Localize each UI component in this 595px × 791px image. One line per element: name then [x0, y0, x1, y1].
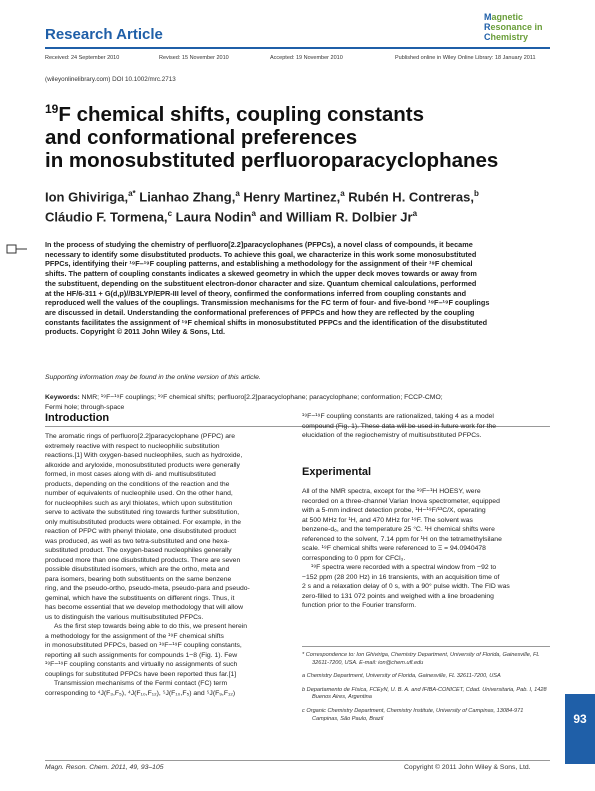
- title-superscript: 19: [45, 102, 59, 116]
- text-line: 2 s and a relaxation delay of 0 s, with a 90° pulse width. The FID was: [302, 583, 510, 590]
- text-line: possible disubstituted isomers, which are the ortho, meta and: [45, 566, 230, 573]
- paragraph: [45, 679, 292, 698]
- text-line: function prior to the Fourier transform.: [302, 602, 417, 609]
- text-line: products, depending on the conditions of the reaction and the: [45, 480, 230, 488]
- author-affiliation-mark: a: [412, 209, 418, 219]
- text-line: zero-filled to 131 072 points and weighed with a line broadening: [302, 592, 494, 600]
- author-name: Laura Nodin: [172, 209, 252, 225]
- keywords: [45, 393, 550, 412]
- text-line: compound (Fig. 1). These data will be used in future work for the: [302, 422, 497, 430]
- text-line: benzene-d₆, and the temperature 25 °C. ¹H chemical shifts were: [302, 526, 495, 533]
- author-affiliation-mark: a: [235, 189, 240, 198]
- text-line: ¹⁹F−¹⁹F coupling constants are rationalized, taking 4 as a model: [302, 413, 494, 420]
- text-line: reactions.[1] With oxygen-based nucleophiles, such as hydroxide,: [45, 452, 243, 459]
- author-line: [45, 205, 550, 225]
- text-line: scale. ¹⁹F chemical shifts were referenced to Ξ = 94.0940478: [302, 545, 486, 552]
- text-line: Transmission mechanisms of the Fermi contact (FC) term: [54, 680, 228, 687]
- text-line: us to distinguish the various multisubstituted PFPCs.: [45, 613, 204, 621]
- supporting-info-note: Supporting information may be found in the online version of this article.: [45, 374, 261, 381]
- title-line: and conformational preferences: [45, 125, 358, 149]
- footer-divider: [45, 760, 550, 761]
- paragraph: [45, 432, 292, 622]
- abstract-line: shifts. The pattern of coupling constants indicates a skewed geometry in which the upper deck moves towards or away from: [45, 269, 477, 279]
- author-name: Cláudio F. Tormena,: [45, 209, 168, 225]
- paragraph: [45, 622, 292, 679]
- logo-text: hemistry: [490, 32, 529, 42]
- abstract-line: necessary to identify some disubstituted products. To achieve this goal, we characterize in this work some monosubstituted: [45, 249, 477, 259]
- title-line: in monosubstituted perfluoroparacyclophanes: [45, 148, 499, 172]
- footnote-divider: [302, 646, 550, 647]
- experimental-heading: Experimental: [302, 466, 372, 478]
- doi-link[interactable]: (wileyonlinelibrary.com) DOI 10.1002/mrc.2713: [45, 76, 176, 83]
- footnote: c Organic Chemistry Department, Chemistry Institute, University of Campinas, 13084-971 Campinas, São Paulo, Brazil: [302, 707, 524, 722]
- paragraph: [302, 563, 550, 611]
- author-name: Rubén H. Contreras,: [344, 189, 474, 205]
- revised-date: Revised: 15 November 2010: [159, 55, 229, 61]
- text-line: extremely reactive with respect to nucleophilic substitution: [45, 442, 220, 450]
- abstract-line: are discussed in detail. Understanding the conformational preferences of PFPCs and how they are reflected by the coupling: [45, 307, 475, 317]
- text-line: alkoxide and aryloxide, monosubstituted products were generally: [45, 461, 240, 469]
- text-line: serve to activate the substituted ring towards further substitution,: [45, 509, 240, 516]
- text-line: referenced to the solvent, 7.14 ppm for ¹H on the tetramethylsilane: [302, 535, 502, 543]
- footnote: a Chemistry Department, University of Florida, Gainesville, FL 32611-7200, USA: [302, 673, 501, 680]
- author-line: [45, 185, 550, 205]
- text-line: in monosubstituted PFPCs, based on ¹⁹F−¹⁹F coupling constants,: [45, 642, 242, 649]
- author-affiliation-mark: a: [251, 209, 256, 219]
- text-line: number of equivalents of nucleophile used. On the other hand,: [45, 490, 233, 497]
- author-name: Henry Martinez,: [239, 189, 341, 205]
- text-line: corresponding to ⁴J(F₃,F₅), ⁴J(F₁₀,F₁₂), ⁵J(F₁₀,F₅) and ⁵J(F₉,F₁₂): [45, 689, 236, 697]
- logo-text: agnetic: [491, 12, 524, 22]
- text-line: only multisubstituted products were obtained. For example, in the: [45, 518, 242, 526]
- author-affiliation-mark: a: [340, 189, 345, 198]
- abstract: [45, 240, 550, 337]
- page-number: 93: [573, 712, 587, 726]
- header-rule: [45, 47, 550, 49]
- author-name: Lianhao Zhang,: [135, 189, 236, 205]
- journal-citation: Magn. Reson. Chem. 2011, 49, 93–105: [45, 764, 164, 771]
- abstract-line: products. Copyright © 2011 John Wiley & Sons, Ltd.: [45, 327, 226, 337]
- text-line: para isomers, bearing both substituents on the same benzene: [45, 575, 232, 583]
- paragraph: [302, 487, 550, 563]
- footnotes: [302, 652, 550, 729]
- experimental-body: [302, 487, 550, 611]
- logo-cap: C: [484, 32, 491, 42]
- text-line: formed, in most cases along with di- and multisubstituted: [45, 471, 216, 478]
- keywords-label: Keywords:: [45, 394, 80, 401]
- introduction-body: [45, 432, 292, 698]
- text-line: reporting all such assignments for compounds 1−8 (Fig. 1). Few: [45, 651, 238, 659]
- received-date: Received: 24 September 2010: [45, 55, 120, 61]
- abstract-marker-icon: [6, 243, 28, 255]
- abstract-line: reproduced well the values of the couplings. Transmission mechanisms for the FC term of four- and five-bond ¹⁹F–¹⁹F couplings: [45, 298, 490, 308]
- text-line: reaction of PFPC with phenyl thiolate, one disubstituted product: [45, 528, 237, 535]
- text-line: All of the NMR spectra, except for the ¹⁹F−¹H HOESY, were: [302, 488, 481, 495]
- keywords-text: NMR; ¹⁹F−¹⁹F couplings; ¹⁹F chemical shifts; perfluoro[2.2]paracyclophane; paracyclophane; conformation; FCCP-CMO;: [79, 394, 443, 401]
- footnote: b Departamento de Física, FCEyN, U. B. A. and IFIBA-CONICET, Cdad. Universitaria, Pab. I, 1428 Buenos Aires, Argentina: [302, 686, 547, 701]
- abstract-line: constants facilitates the assignment of ¹⁹F chemical shifts in monosubstituted PFPCs and the identification of the disubstituted: [45, 317, 488, 327]
- copyright-notice: Copyright © 2011 John Wiley & Sons, Ltd.: [404, 764, 531, 771]
- text-line: corresponding to 0 ppm for CFCl₃.: [302, 554, 406, 562]
- text-line: ¹⁹F−¹⁹F coupling constants and virtually no assignments of such: [45, 661, 238, 668]
- page-number-tab: [565, 694, 595, 764]
- abstract-line: In the process of studying the chemistry of perfluoro[2.2]paracyclophanes (PFPCs), a novel class of compounds, it became: [45, 240, 473, 249]
- abstract-line: PFPCs, identifying their ¹⁹F–¹⁹F coupling patterns, and establishing a methodology for the assignment of their ¹⁹F chemical: [45, 259, 473, 269]
- journal-logo: [484, 12, 543, 42]
- text-line: a methodology for the assignment of the ¹⁹F chemical shifts: [45, 632, 224, 640]
- text-line: The aromatic rings of perfluoro[2.2]paracyclophane (PFPC) are: [45, 433, 236, 440]
- text-line: with a 5-mm indirect detection probe, ¹H−¹⁹F/¹³C/X, operating: [302, 507, 486, 514]
- continued-text: [302, 412, 550, 441]
- text-line: −152 ppm (28 200 Hz) in 16 transients, with an acquisition time of: [302, 573, 500, 581]
- author-name: and William R. Dolbier Jr: [255, 209, 413, 225]
- author-affiliation-mark: c: [167, 209, 173, 219]
- text-line: has become essential that we develop methodology that will allow: [45, 604, 243, 611]
- text-line: at 500 MHz for ¹H, and 470 MHz for ¹⁹F. The solvent was: [302, 516, 473, 524]
- abstract-line: at the HF/6-311 + G(d,p)//B3LYP/EPR-III level of theory, confirmed the conformations inferred from coupling constants and: [45, 288, 467, 298]
- text-line: ¹⁹F spectra were recorded with a spectral window from −92 to: [311, 564, 497, 571]
- author-list: [45, 185, 550, 226]
- logo-text: esonance in: [490, 22, 543, 32]
- text-line: produced more than one disubstituted products. There are seven: [45, 556, 241, 564]
- text-line: As the first step towards being able to do this, we present herein: [54, 623, 248, 630]
- accepted-date: Accepted: 19 November 2010: [270, 55, 343, 61]
- text-line: elucidation of the regiochemistry of multisubstituted PFPCs.: [302, 432, 482, 439]
- section-label: Research Article: [45, 26, 163, 43]
- text-line: substituted product. The oxygen-based nucleophiles generally: [45, 547, 232, 554]
- published-date: Published online in Wiley Online Library: 18 January 2011: [395, 55, 536, 61]
- text-line: ring, and the pseudo-ortho, pseudo-meta, pseudo-para and pseudo-: [45, 585, 250, 592]
- text-line: couplings for substituted PFPCs have been reported thus far.[1]: [45, 670, 237, 678]
- abstract-line: the substituent, depending on the substituent electron-donor character and size. Quantum chemical calculations, performed: [45, 278, 477, 288]
- introduction-heading: Introduction: [45, 412, 110, 424]
- author-affiliation-mark: b: [473, 189, 479, 198]
- text-line: was produced, as well as two tetra-substituted and one hexa-: [45, 537, 230, 545]
- keywords-text: Fermi hole; through-space: [45, 403, 125, 411]
- logo-cap: R: [484, 22, 491, 32]
- author-name: Ion Ghiviriga,: [45, 189, 129, 205]
- article-title: [45, 98, 550, 172]
- text-line: for nucleophiles such as aryl thiolates, which upon substitution: [45, 499, 233, 507]
- author-affiliation-mark: a*: [128, 189, 136, 198]
- text-line: geminal, which have the substituents on different rings. Thus, it: [45, 594, 235, 602]
- text-line: recorded on a three-channel Varian Inova spectrometer, equipped: [302, 497, 500, 505]
- title-line: F chemical shifts, coupling constants: [58, 102, 425, 126]
- footnote: * Correspondence to: Ion Ghiviriga, Chemistry Department, University of Florida, Gainesville, FL 32611-7200, USA. E-mail: ion@chem.ufl.edu: [302, 652, 540, 666]
- logo-cap: M: [484, 12, 492, 22]
